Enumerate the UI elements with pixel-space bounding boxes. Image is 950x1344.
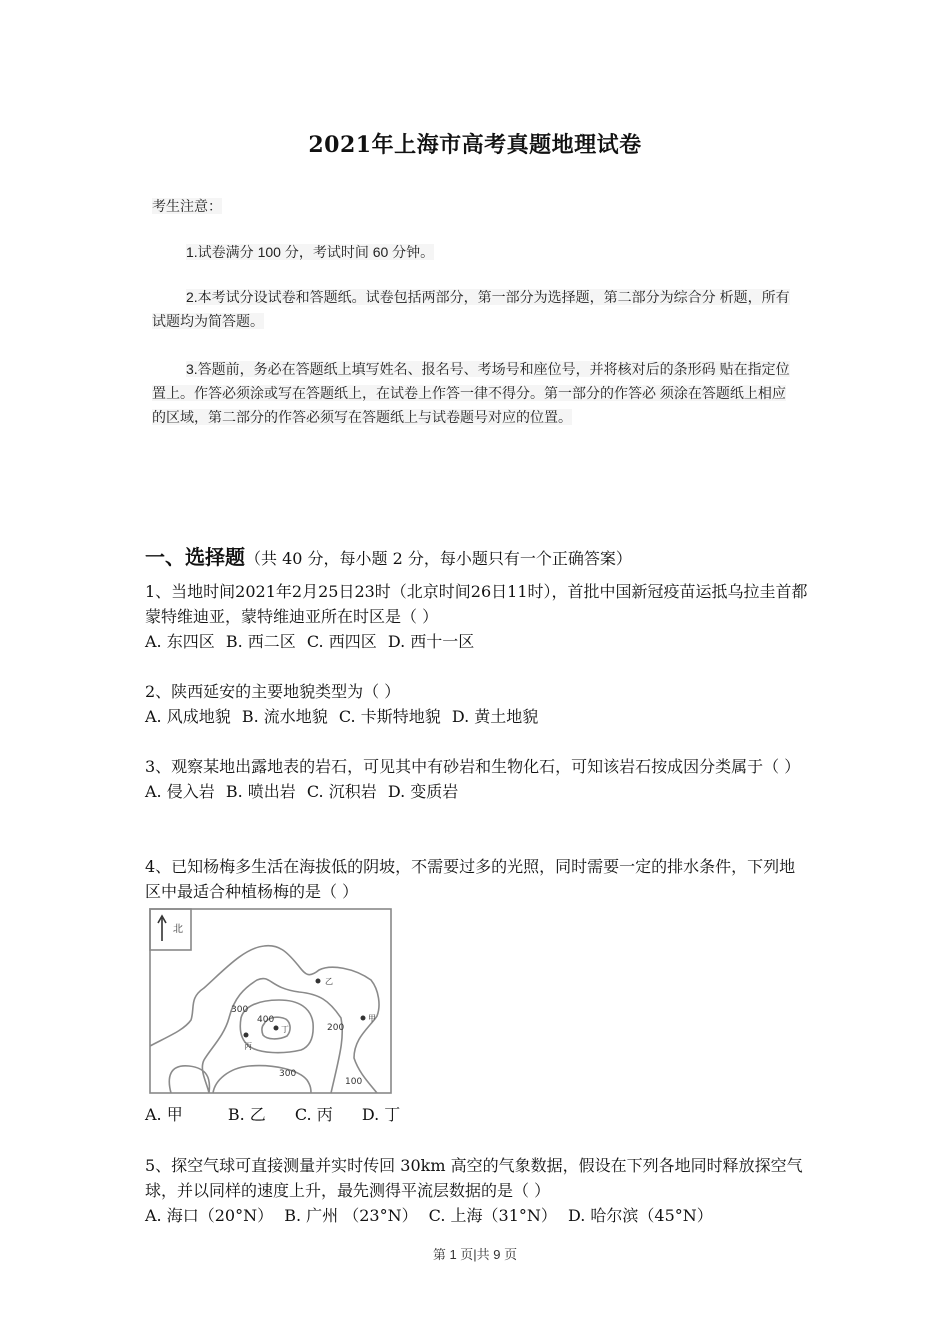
option-d: D. 变质岩 [387, 782, 459, 801]
point-ding-dot [274, 1026, 279, 1031]
question-options [145, 629, 810, 654]
notice-item-2 [152, 285, 792, 333]
option-c: C. 卡斯特地貌 [338, 707, 441, 726]
option-b: B. 乙 [227, 1105, 266, 1124]
option-a: A. 侵入岩 [145, 782, 215, 801]
question-options [145, 1203, 810, 1228]
north-label: 北 [173, 924, 183, 935]
question-4-options [145, 1102, 810, 1127]
section-heading [145, 541, 632, 570]
option-d: D. 黄土地貌 [451, 707, 539, 726]
question-options [145, 704, 810, 729]
option-c: C. 上海（31°N） [428, 1206, 557, 1225]
point-jia-dot [361, 1016, 366, 1021]
option-c: C. 沉积岩 [306, 782, 377, 801]
option-d: D. 丁 [361, 1105, 401, 1124]
page-footer: 第 1 页|共 9 页 [432, 1247, 518, 1262]
option-b: B. 广州 （23°N） [284, 1206, 418, 1225]
page-title: 2021年上海市高考真题地理试卷 [308, 132, 642, 158]
notice-item-3 [152, 357, 792, 429]
option-a: A. 东四区 [145, 632, 215, 651]
option-c: C. 西四区 [306, 632, 377, 651]
contour-label-300-lower: 300 [279, 1069, 297, 1079]
question-stem: 5、探空气球可直接测量并实时传回 30km 高空的气象数据，假设在下列各地同时释放探空气球，并以同样的速度上升，最先测得平流层数据的是（ ） [145, 1156, 803, 1200]
option-a: A. 海口（20°N） [145, 1206, 274, 1225]
question-stem: 1、当地时间2021年2月25日23时（北京时间26日11时），首批中国新冠疫苗运抵乌拉圭首都蒙特维迪亚，蒙特维迪亚所在时区是（ ） [145, 582, 808, 626]
section-title: 一、选择题 [145, 545, 245, 569]
contour-label-300: 300 [231, 1005, 249, 1015]
option-a: A. 风成地貌 [145, 707, 231, 726]
question-4 [145, 854, 810, 904]
contour-map-figure [149, 908, 392, 1094]
point-ding-label: 丁 [281, 1025, 289, 1034]
contour-label-100: 100 [345, 1077, 363, 1087]
option-d: D. 西十一区 [387, 632, 475, 651]
notice-heading-text: 考生注意： [152, 198, 222, 214]
question-options [145, 1102, 810, 1127]
contour-label-400: 400 [257, 1015, 275, 1025]
question-3 [145, 754, 810, 804]
question-stem: 4、已知杨梅多生活在海拔低的阴坡，不需要过多的光照，同时需要一定的排水条件，下列地区中最适合种植杨梅的是（ ） [145, 857, 796, 901]
notice-item-1 [152, 240, 792, 264]
option-d: D. 哈尔滨（45°N） [567, 1206, 713, 1225]
option-a: A. 甲 [145, 1105, 183, 1124]
notice-item-text: 3.答题前，务必在答题纸上填写姓名、报名号、考场号和座位号，并将核对后的条形码 贴在指定位置上。作答必须涂或写在答题纸上，在试卷上作答一律不得分。第一部分的作答必 须涂在答题纸上相应的区域，第二部分的作答必须写在答题纸上与试卷题号对应的位置。 [152, 361, 790, 425]
point-bing-dot [244, 1033, 249, 1038]
section-note: （共 40 分，每小题 2 分，每小题只有一个正确答案） [245, 549, 632, 568]
notice-item-text: 2.本考试分设试卷和答题纸。试卷包括两部分，第一部分为选择题，第二部分为综合分 析题，所有试题均为简答题。 [152, 289, 790, 329]
notice-item-text: 1.试卷满分 100 分，考试时间 60 分钟。 [186, 244, 435, 260]
option-b: B. 西二区 [225, 632, 296, 651]
question-stem: 2、陕西延安的主要地貌类型为（ ） [145, 682, 401, 701]
contour-label-200: 200 [327, 1023, 345, 1033]
question-1 [145, 579, 810, 654]
option-b: B. 流水地貌 [241, 707, 328, 726]
option-b: B. 喷出岩 [225, 782, 296, 801]
question-options [145, 779, 810, 804]
question-stem: 3、观察某地出露地表的岩石，可见其中有砂岩和生物化石，可知该岩石按成因分类属于（ ） [145, 757, 801, 776]
point-yi-label: 乙 [325, 977, 333, 986]
point-bing-label: 丙 [244, 1042, 252, 1051]
point-yi-dot [316, 979, 321, 984]
notice-heading [152, 194, 792, 218]
question-5 [145, 1153, 810, 1228]
option-c: C. 丙 [294, 1105, 333, 1124]
question-2 [145, 679, 810, 729]
point-jia-label: 甲 [368, 1014, 376, 1023]
